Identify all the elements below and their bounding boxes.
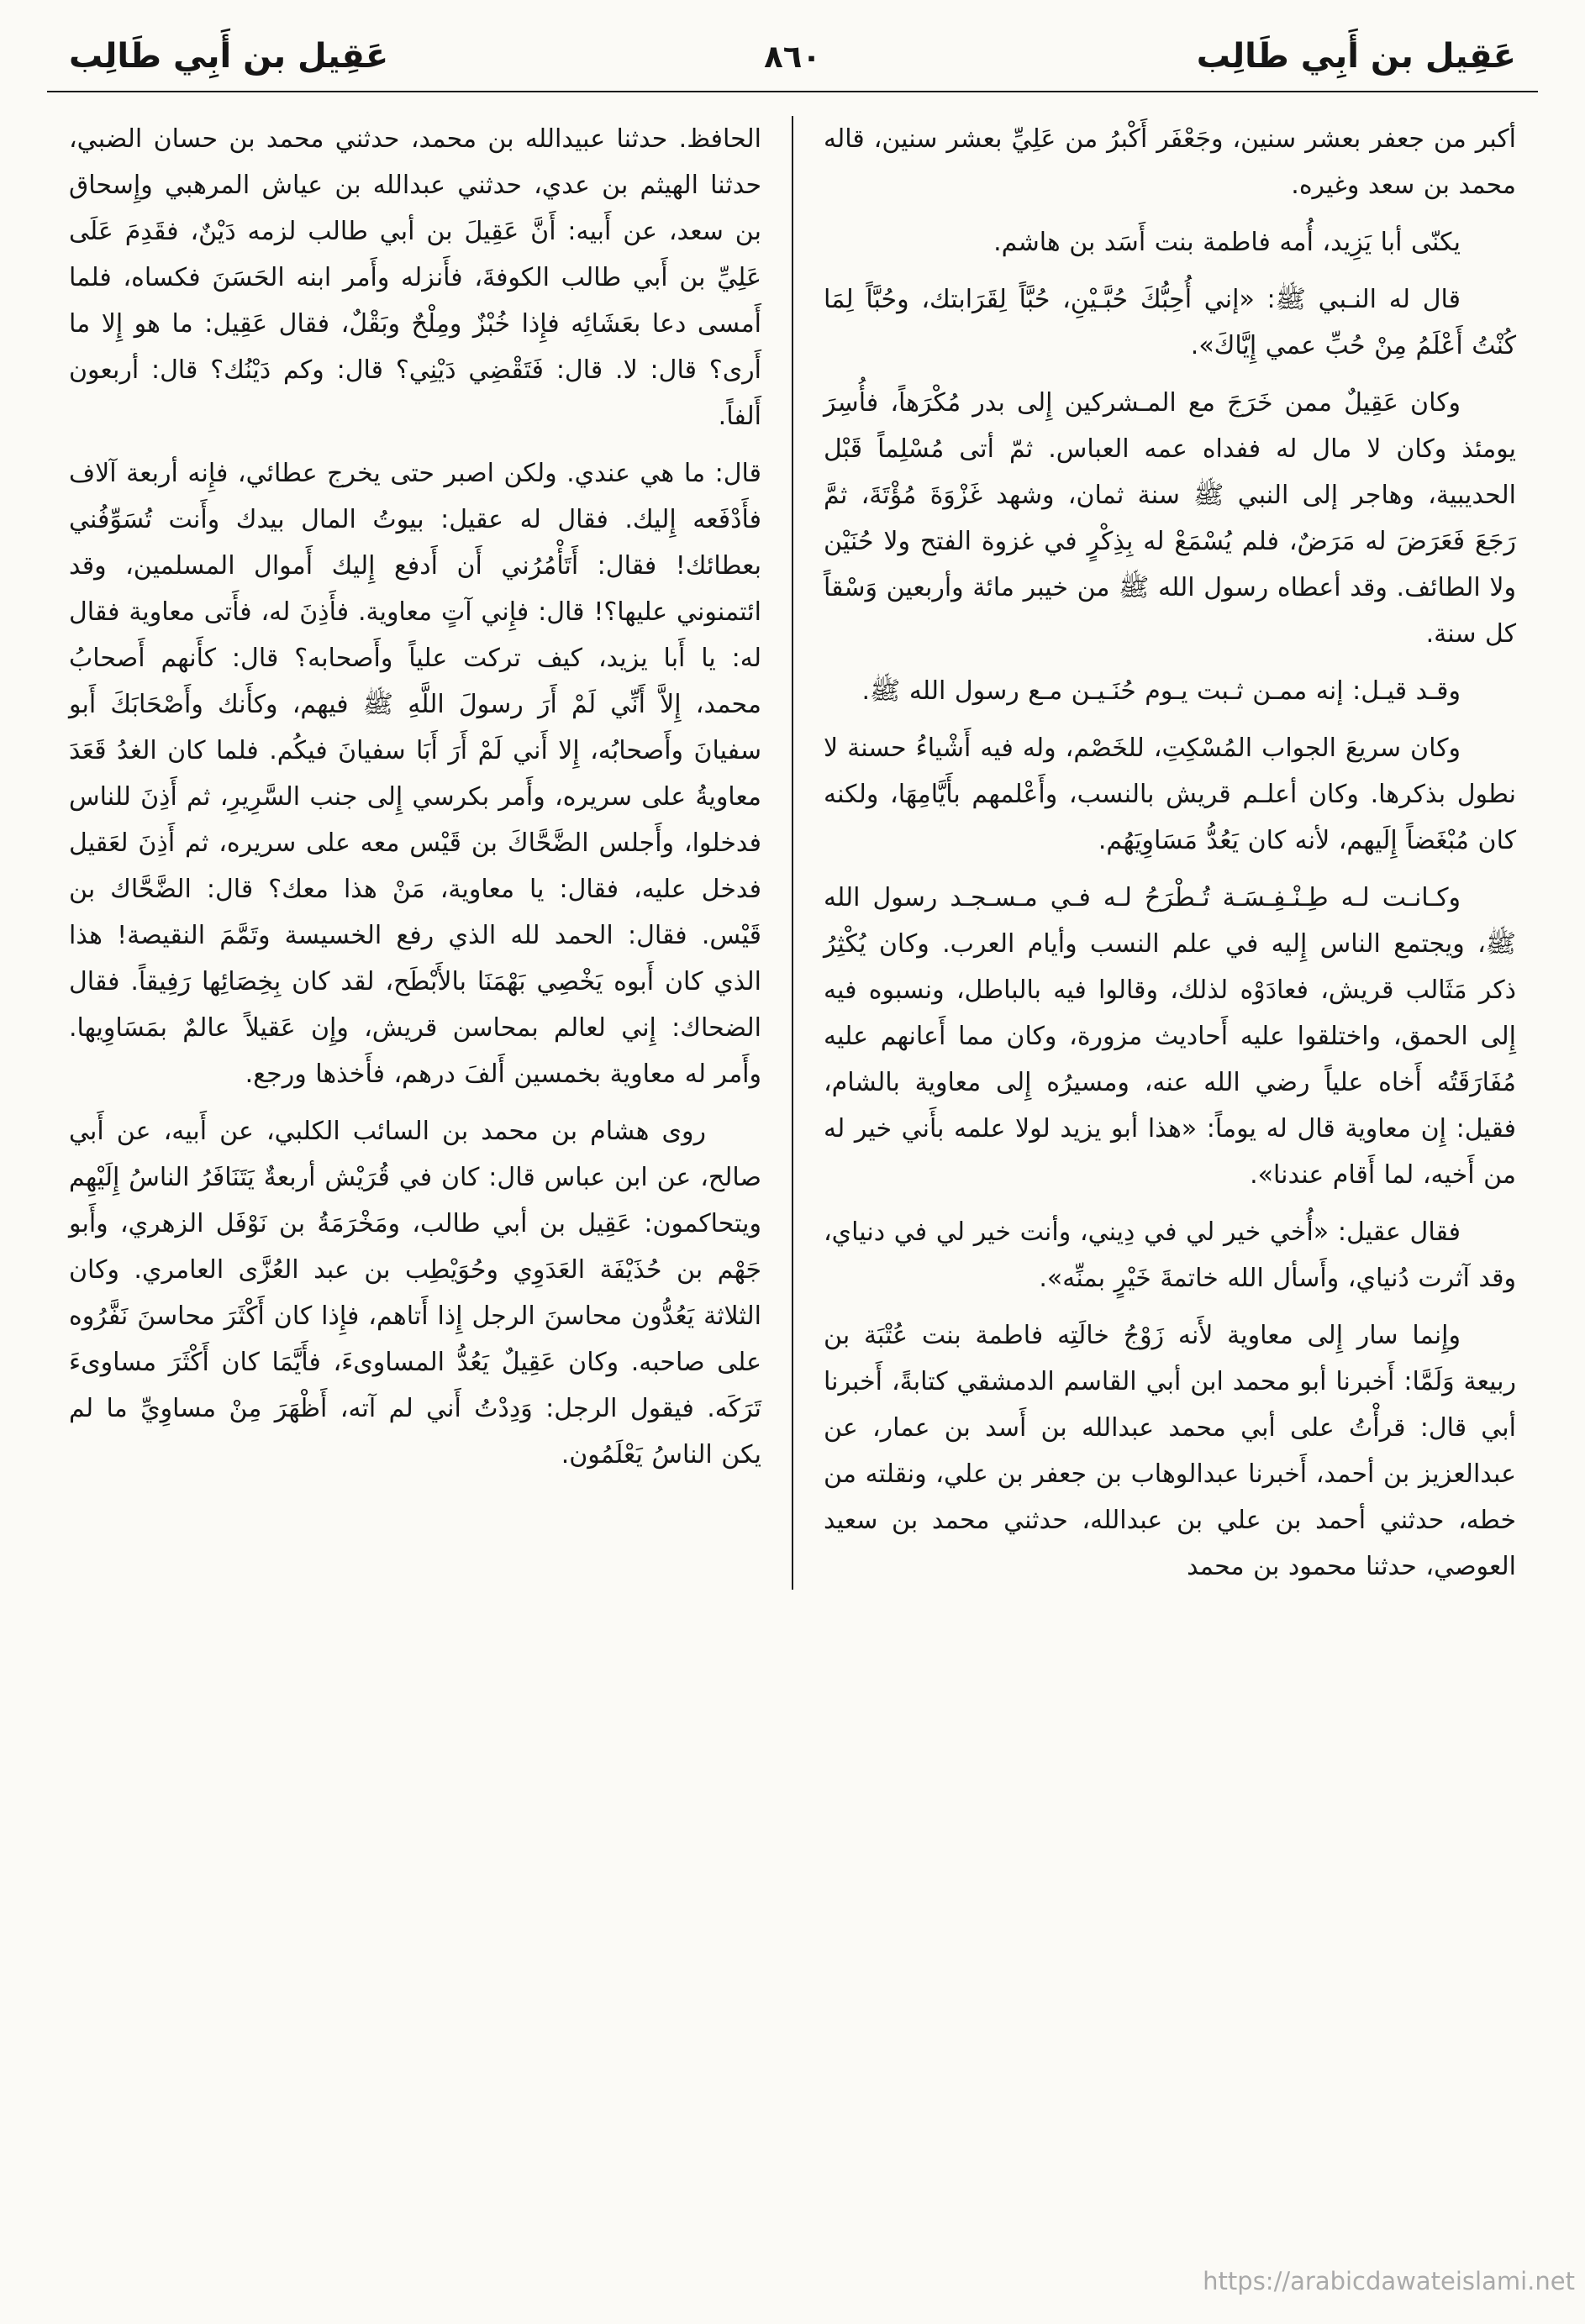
paragraph: وإِنما سار إِلى معاوية لأَنه زَوْجُ خالَتِه فاطمة بنت عُتْبَة بن ربيعة وَلَمَّا: أَخبرنا أبو محمد ابن أبي القاسم الدمشقي كتابةً، أَخبرنا أبي قال: قرأْتُ على أبي محمد عبدالله بن أَسد بن عمار، عن عبدالعزيز بن أحمد، أَخبرنا عبدالوهاب بن جعفر بن علي، ونقلته من خطه، حدثني أحمد بن علي بن عبدالله، حدثني محمد بن سعيد العوصي، حدثنا محمود بن محمد bbox=[824, 1321, 1516, 1581]
paragraph: وكان سريعَ الجواب المُسْكِتِ، للخَصْم، وله فيه أَشْياءُ حسنة لا نطول بذكرها. وكان أعلـم قريش بالنسب، وأَعْلمهم بأَيَّامِهَا، ولكنه كان مُبْغَضاً إِلَيهم، لأنه كان يَعُدُّ مَسَاوِيَهُم. bbox=[824, 733, 1516, 855]
paragraph: وكـانـت لـه طِـنْـفِـسَـة تُـطْرَحُ لـه فـي مـسـجـد رسول الله ﷺ، ويجتمع الناس إِليه في علم النسب وأيام العرب. وكان يُكْثِرُ ذكر مَثَالب قريش، فعادَوْه لذلك، وقالوا فيه بالباطل، ونسبوه فيه إِلى الحمق، واختلقوا عليه أَحاديث مزورة، وكان مما أَعانهم عليه مُفَارَقَتُه أَخاه علياً رضي الله عنه، ومسيرُه إِلى معاوية بالشام، فقيل: إِن معاوية قال له يوماً: «هذا أبو يزيد لولا علمه بأَني خير له من أَخيه، لما أَقام عندنا». bbox=[824, 883, 1516, 1190]
text-columns bbox=[0, 92, 1585, 1590]
column-left bbox=[69, 116, 792, 1590]
paragraph: قال له النـبي ﷺ: «إني أُحِبُّكَ حُبَّـيْنِ، حُبَّاً لِقَرَابتك، وحُبَّاً لِمَا كُنْتُ أَعْلَمُ مِنْ حُبِّ عمي إِيَّاكَ». bbox=[824, 285, 1516, 360]
page-header bbox=[0, 0, 1585, 76]
running-title-left: عَقِيل بن أَبِي طَالِب bbox=[69, 37, 389, 76]
paragraph: أكبر من جعفر بعشر سنين، وجَعْفَر أَكْبرُ من عَلِيِّ بعشر سنين، قاله محمد بن سعد وغيره. bbox=[824, 124, 1516, 200]
paragraph: وكان عَقِيلٌ ممن خَرَجَ مع المـشركين إِلى بدر مُكْرَهاً، فأُسِرَ يومئذ وكان لا مال له ففداه عمه العباس. ثمّ أتى مُسْلِماً قَبْل الحديبية، وهاجر إلى النبي ﷺ سنة ثمان، وشهد غَزْوَةَ مُؤْتَةَ، ثمَّ رَجَعَ فَعَرَضَ له مَرَضٌ، فلم يُسْمَعْ له بِذِكْرٍ في غزوة الفتح ولا حُنَيْن ولا الطائف. وقد أعطاه رسول الله ﷺ من خيبر مائة وأربعين وَسْقاً كل سنة. bbox=[824, 388, 1516, 649]
paragraph: يكنّى أبا يَزِيد، أُمه فاطمة بنت أَسَد بن هاشم. bbox=[993, 228, 1461, 257]
watermark-url: https://arabicdawateislami.net bbox=[1203, 2267, 1575, 2295]
paragraph: وقـد قيـل: إنه ممـن ثـبت يـوم حُنَـيـن مـع رسول الله ﷺ. bbox=[861, 676, 1461, 706]
column-right bbox=[792, 116, 1516, 1590]
paragraph: روى هشام بن محمد بن السائب الكلبي، عن أَبيه، عن أَبي صالح، عن ابن عباس قال: كان في قُرَيْش أربعةٌ يَتَنَافَرُ الناسُ إِلَيْهِم ويتحاكمون: عَقِيل بن أبي طالب، ومَخْرَمَةُ بن نَوْفَل الزهري، وأَبو جَهْم بن حُذَيْفَة العَدَوِي وحُوَيْطِب بن عبد العُزَّى العامري. وكان الثلاثة يَعُدُّون محاسنَ الرجل إِذا أَتاهم، فإِذا كان أَكْثَرَ محاسنَ نَفَّرُوه على صاحبه. وكان عَقِيلٌ يَعُدُّ المساوىءَ، فأَيَّمَا كان أَكْثَرَ مساوىءَ تَرَكَه. فيقول الرجل: وَدِدْتُ أَني لم آته، أَظْهَرَ مِنْ مساوِيِّ ما لم يكن الناسُ يَعْلَمُون. bbox=[69, 1117, 761, 1470]
running-title-right: عَقِيل بن أَبِي طَالِب bbox=[1196, 37, 1516, 76]
page-number: ٨٦٠ bbox=[764, 39, 821, 75]
paragraph: الحافظ. حدثنا عبيدالله بن محمد، حدثني محمد بن حسان الضبي، حدثنا الهيثم بن عدي، حدثني عبدالله بن عياش المرهبي وإِسحاق بن سعد، عن أَبيه: أَنَّ عَقِيلَ بن أبي طالب لزمه دَيْنٌ، فقَدِمَ عَلَى عَلِيِّ بن أَبي طالب الكوفةَ، فأَنزله وأَمر ابنه الحَسَنَ فكساه، فلما أَمسى دعا بعَشَائِه فإِذا خُبْزٌ ومِلْحٌ وبَقْلٌ، فقال عَقِيل: ما هو إِلا ما أَرى؟ قال: لا. قال: فَتَقْضِي دَيْنِي؟ قال: وكم دَيْنُك؟ قال: أربعون أَلفاً. bbox=[69, 124, 761, 431]
paragraph: قال: ما هي عندي. ولكن اصبر حتى يخرج عطائي، فإِنه أربعة آلاف فأَدْفَعه إِليك. فقال له عقيل: بيوتُ المال بيدك وأَنت تُسَوِّفُني بعطائك! فقال: أَتَأْمُرُني أَن أَدفع إِليك أَموال المسلمين، وقد ائتمنوني عليها؟! قال: فإِني آتٍ معاوية. فأَذِنَ له، فأَتى معاوية فقال له: يا أَبا يزيد، كيف تركت علياً وأَصحابه؟ قال: كأَنهم أَصحابُ محمد، إِلاَّ أَنِّي لَمْ أَرَ رسولَ اللَّهِ ﷺ فيهم، وكأَنك وأَصْحَابَكَ أَبو سفيانَ وأَصحابُه، إِلا أَني لَمْ أَرَ أَبَا سفيانَ فيكُم. فلما كان الغدُ قَعَدَ معاويةُ على سريره، وأَمر بكرسي إِلى جنب السَّرِيرِ، ثم أَذِنَ للناس فدخلوا، وأَجلس الضَّحَّاكَ بن قَيْس معه على سريره، ثم أَذِنَ لعَقيل فدخل عليه، فقال: يا معاوية، مَنْ هذا معك؟ قال: الضَّحَّاك بن قَيْس. فقال: الحمد لله الذي رفع الخسيسة وتَمَّمَ النقيصة! هذا الذي كان أَبوه يَخْصِي بَهْمَنَا بالأَبْطَح، لقد كان بِخِصَائِها رَفِيقاً. فقال الضحاك: إِني لعالم بمحاسن قريش، وإِن عَقيلاً عالمٌ بمَسَاوِيها. وأَمر له معاوية بخمسين أَلفَ درهم، فأَخذها ورجع. bbox=[69, 459, 761, 1089]
paragraph: فقال عقيل: «أُخي خير لي في دِيني، وأنت خير لي في دنياي، وقد آثرت دُنياي، وأَسأل الله خاتمةَ خَيْرٍ بمنِّه». bbox=[824, 1217, 1516, 1293]
